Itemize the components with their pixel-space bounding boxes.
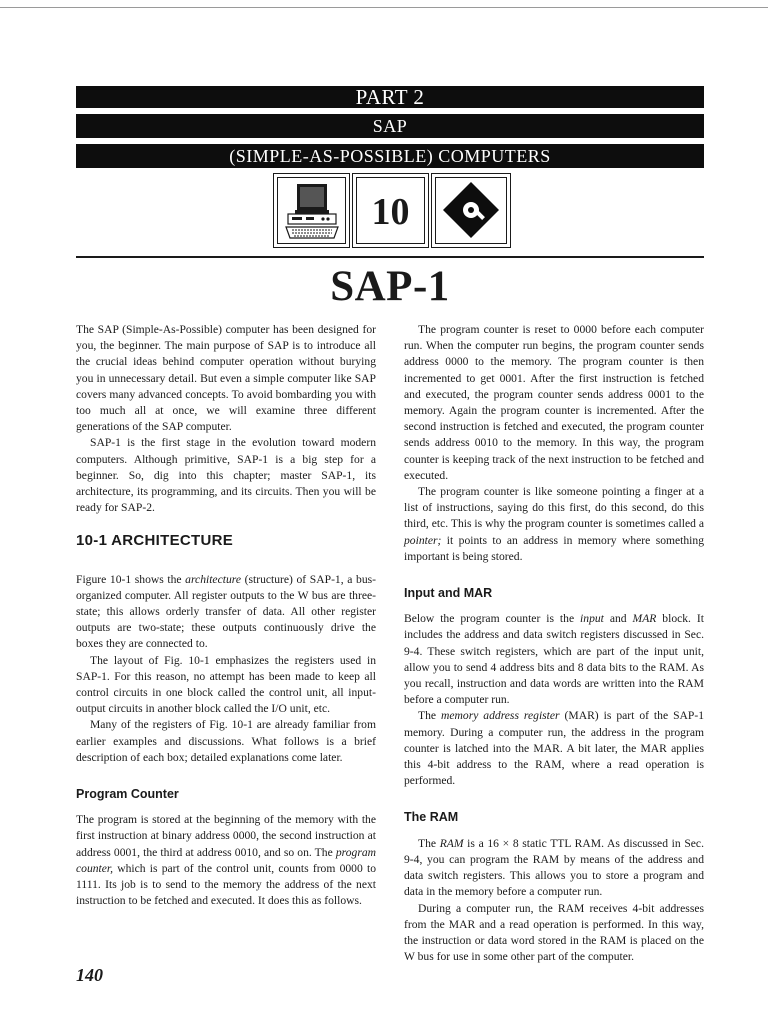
program-counter-paragraph-2: The program counter is reset to 0000 before each computer run. When the computer run begins, the program counter sends address 0000 to the memory. The program counter is then incremented to get 0001. After the first instruction is fetched and executed, the program counter sends address 0001 to the memory. Again the program counter is incremented. After the second instruction is fetched and executed, the program counter sends address 0010 to the memory. In this way, the program counter is keeping track of the next instruction to be fetched and executed. [404, 323, 704, 482]
input-paragraph-1: Below the program counter is the input and MAR block. It includes the address and data switch registers discussed in Sec. 9-4. These switch registers, which are part of the input unit, allow you to send 4 address bits and 8 data bits to the RAM. As you recall, instruction and data words are written into the RAM before a computer run. [404, 612, 704, 707]
chapter-title: SAP-1 [330, 263, 450, 310]
simple-as-possible-banner: (SIMPLE-AS-POSSIBLE) COMPUTERS [76, 144, 704, 168]
ram-paragraph-2: During a computer run, the RAM receives 4-bit addresses from the MAR and a read operation is performed. In this way, the instruction or data word stored in the RAM is placed on the W bus for use in some other part of the computer. [404, 901, 704, 964]
section-heading-architecture: 10-1 ARCHITECTURE [76, 532, 234, 550]
architecture-paragraph-2: The layout of Fig. 10-1 emphasizes the registers used in SAP-1. For this reason, no attempt has been made to keep all control circuits in one block called the control unit, all input-output circuits in another block called the I/O unit, etc. [76, 653, 376, 716]
chapter-rule [76, 256, 704, 258]
computer-icon-box [273, 173, 350, 248]
intro-paragraph-1: The SAP (Simple-As-Possible) computer has been designed for you, the beginner. The main purpose of SAP is to introduce all the crucial ideas behind computer operation without burying you in unnecessary detail. But even a simple computer like SAP covers many advanced concepts. To avoid bombarding you with too much all at once, we will examine three different generations of the SAP computer. [76, 323, 376, 434]
architecture-paragraph-1: Figure 10-1 shows the architecture (structure) of SAP-1, a bus-organized computer. All register outputs to the W bus are three-state; this allows orderly transfer of data. All other register outputs are two-state; these outputs continuously drive the boxes they are connected to. [76, 572, 376, 651]
program-counter-paragraph-3: The program counter is like someone pointing a finger at a list of instructions, saying do this first, do this second, do this third, etc. This is why the program counter is sometimes called a pointer; it points to an address in memory where something important is being stored. [404, 485, 704, 563]
diskette-icon [436, 178, 506, 243]
subheading-program-counter: Program Counter [76, 787, 179, 802]
diskette-icon-box [431, 173, 511, 248]
chapter-number-box [352, 173, 429, 248]
ram-paragraph-1: The RAM is a 16 × 8 static TTL RAM. As discussed in Sec. 9-4, you can program the RAM by means of the address and data switch registers. This allows you to store a program and data in the memory before a computer run. [404, 836, 704, 899]
sap-banner: SAP [76, 114, 704, 138]
subheading-the-ram: The RAM [404, 810, 459, 825]
right-column [404, 322, 704, 965]
page-number: 140 [76, 965, 103, 985]
chapter-number: 10 [371, 191, 410, 233]
computer-terminal-icon [278, 178, 345, 243]
subheading-input-and-mar: Input and MAR [404, 586, 493, 601]
program-counter-paragraph-1: The program is stored at the beginning of the memory with the first instruction at binary address 0000, the second instruction at address 0001, the third at address 0010, and so on. The program counter, which is part of the control unit, counts from 0000 to 1111. Its job is to send to the memory the address of the next instruction to be fetched and executed. It does this as follows. [76, 813, 376, 908]
part-banner: PART 2 [76, 86, 704, 108]
top-rule [0, 7, 768, 8]
input-paragraph-2: The memory address register (MAR) is part of the SAP-1 memory. During a computer run, the address in the program counter is latched into the MAR. A bit later, the MAR applies this 4-bit address to the RAM, where a read operation is performed. [404, 709, 704, 788]
left-column [76, 322, 376, 910]
intro-paragraph-2: SAP-1 is the first stage in the evolution toward modern computers. Although primitive, SAP-1 is a big step for a beginner. So, dig into this chapter; master SAP-1, its architecture, its programming, and its circuits. Then you will be ready for SAP-2. [76, 436, 376, 515]
architecture-paragraph-3: Many of the registers of Fig. 10-1 are already familiar from earlier examples and discussions. What follows is a brief description of each box; detailed explanations come later. [76, 718, 376, 764]
